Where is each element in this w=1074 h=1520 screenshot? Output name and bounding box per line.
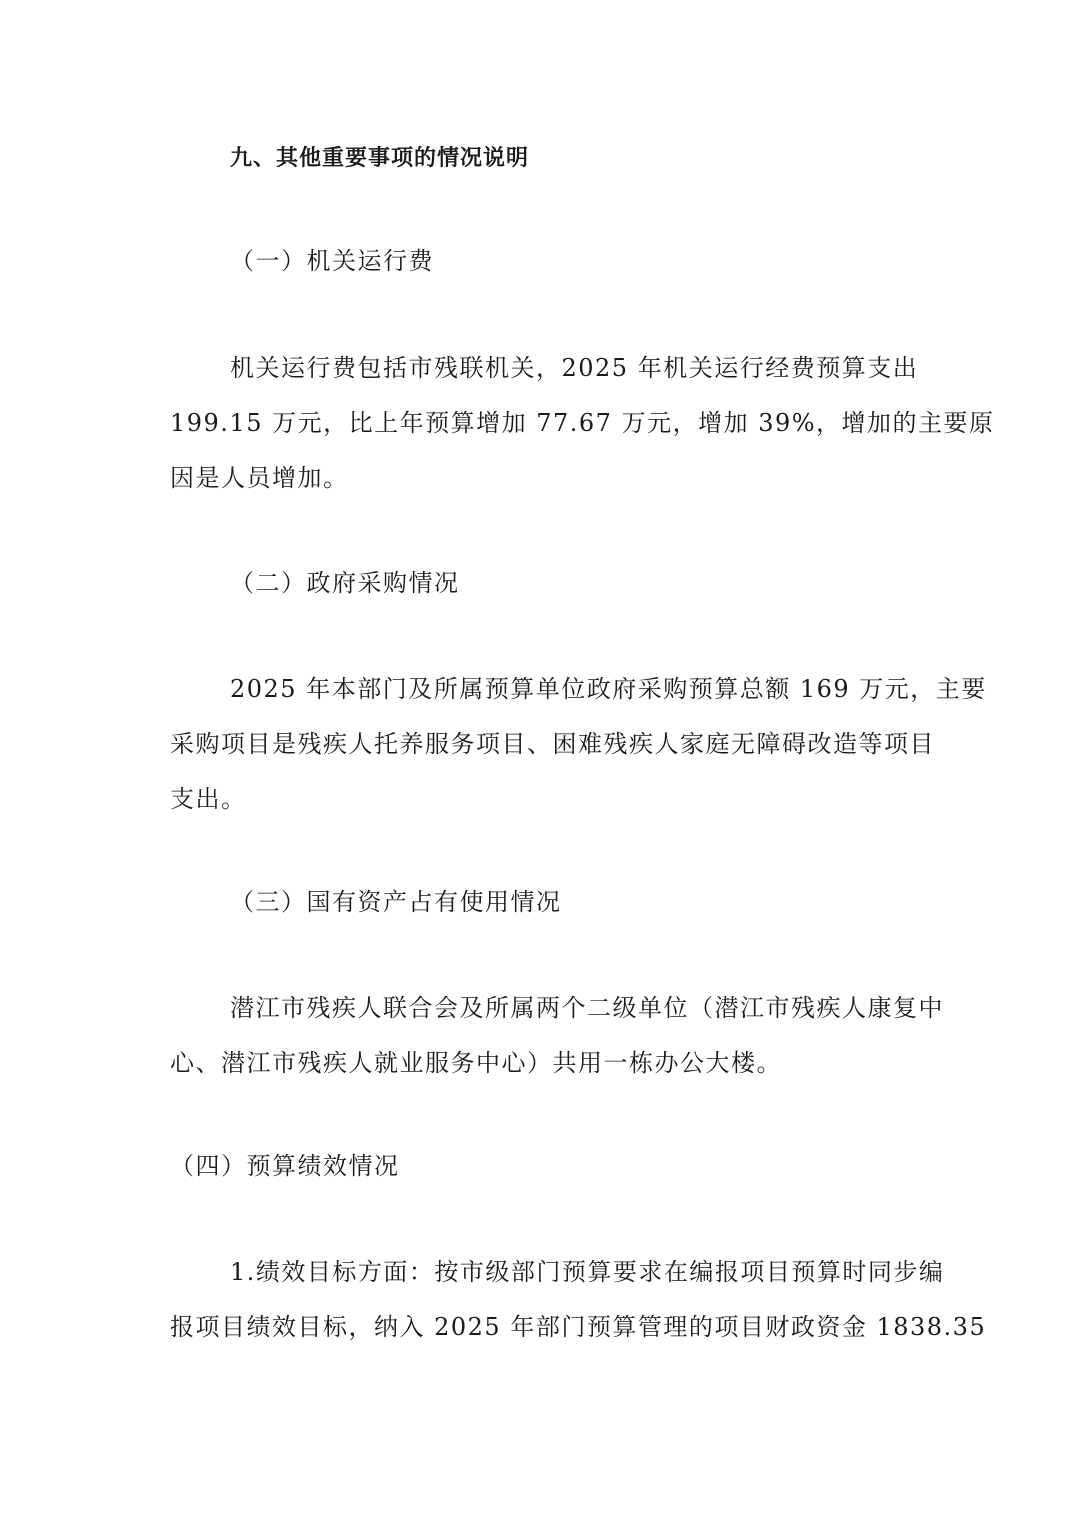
paragraph-line: 报项目绩效目标，纳入 2025 年部门预算管理的项目财政资金 1838.35 (170, 1313, 987, 1341)
subsection-title-3: （三）国有资产占有使用情况 (230, 888, 562, 916)
section-heading: 九、其他重要事项的情况说明 (230, 146, 530, 171)
paragraph-line: 潜江市残疾人联合会及所属两个二级单位（潜江市残疾人康复中 (230, 994, 944, 1022)
paragraph-line: 心、潜江市残疾人就业服务中心）共用一栋办公大楼。 (170, 1049, 782, 1077)
paragraph-line: 1.绩效目标方面：按市级部门预算要求在编报项目预算时同步编 (230, 1258, 945, 1286)
paragraph-line: 采购项目是残疾人托养服务项目、困难残疾人家庭无障碍改造等项目 (170, 730, 935, 758)
paragraph-line: 机关运行费包括市残联机关，2025 年机关运行经费预算支出 (230, 354, 919, 382)
paragraph-line: 支出。 (170, 785, 247, 813)
subsection-title-1: （一）机关运行费 (230, 247, 434, 275)
subsection-title-4: （四）预算绩效情况 (170, 1152, 400, 1180)
paragraph-line: 199.15 万元，比上年预算增加 77.67 万元，增加 39%，增加的主要原 (170, 409, 995, 437)
paragraph-line: 2025 年本部门及所属预算单位政府采购预算总额 169 万元，主要 (230, 675, 987, 703)
subsection-title-2: （二）政府采购情况 (230, 569, 460, 597)
paragraph-line: 因是人员增加。 (170, 464, 349, 492)
